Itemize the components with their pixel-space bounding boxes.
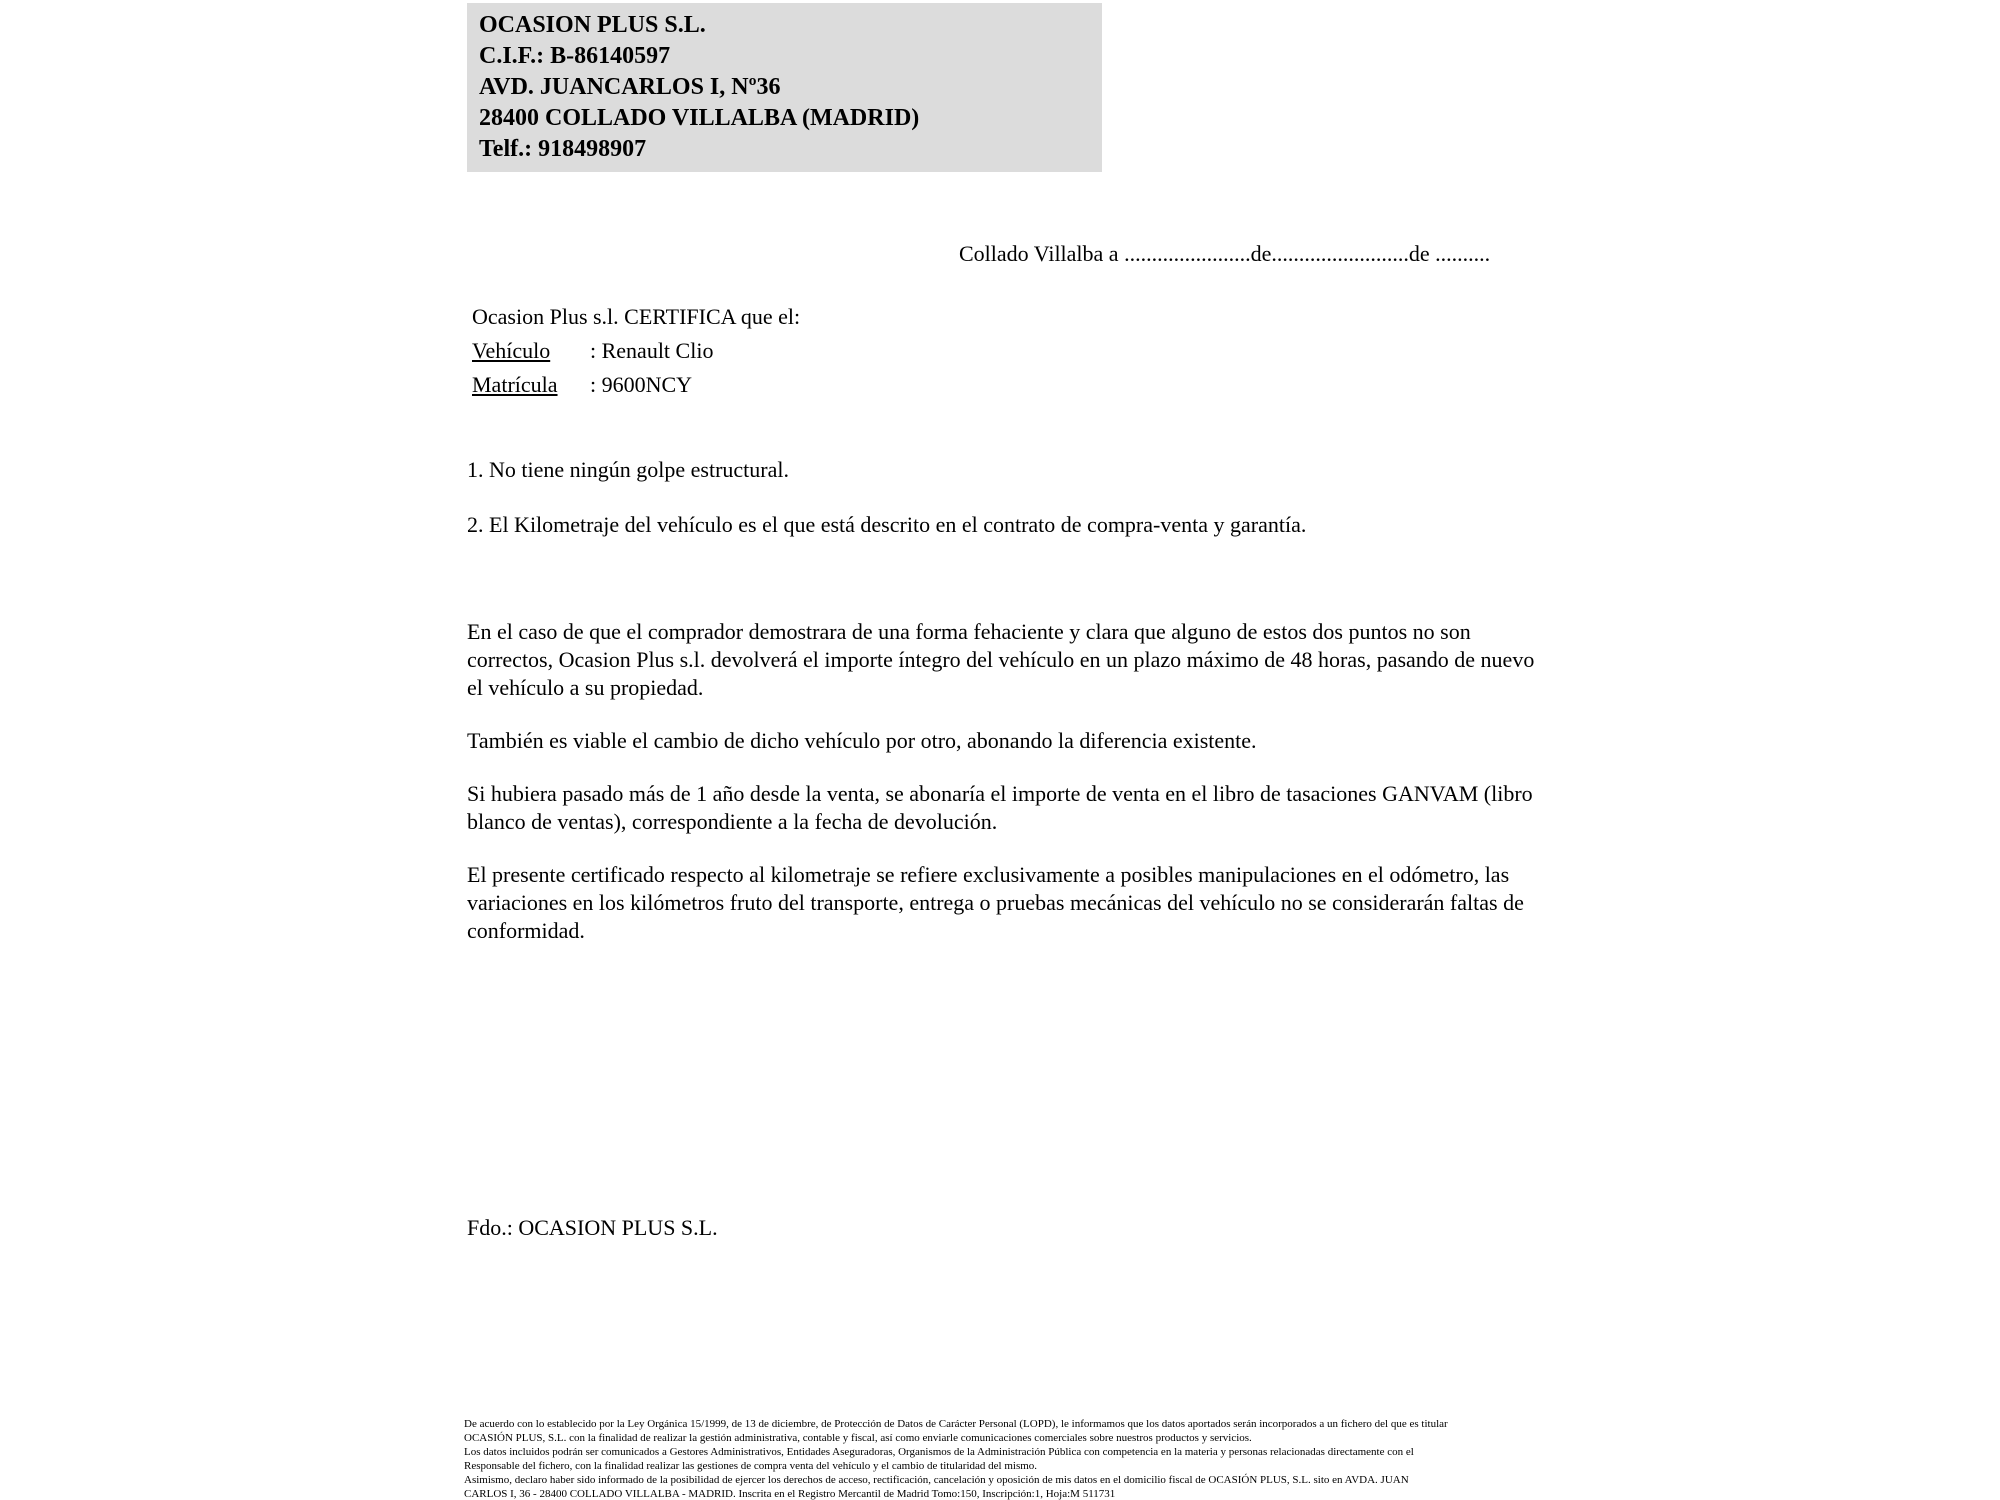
company-name: OCASION PLUS S.L. xyxy=(479,12,706,38)
legal-footer-line: Los datos incluidos podrán ser comunicados a Gestores Administrativos, Entidades Aseguradoras, Organismos de la Administración Pública con competencia en la materia y personas relacionadas directamente con el xyxy=(464,1446,1414,1458)
legal-footer-line: OCASIÓN PLUS, S.L. con la finalidad de realizar la gestión administrativa, contable y fiscal, así como enviarle comunicaciones comerciales sobre nuestros productos y servicios. xyxy=(464,1432,1252,1444)
vehicle-row xyxy=(472,334,800,368)
legal-footer xyxy=(464,1417,1914,1500)
date-fill-in-line: Collado Villalba a .......................de.........................de .......... xyxy=(959,241,1491,266)
paragraph-odometer-clause: El presente certificado respecto al kilometraje se refiere exclusivamente a posibles manipulaciones en el odómetro, las variaciones en los kilómetros fruto del transporte, entrega o pruebas mecánicas del vehículo no se considerarán faltas de conformidad. xyxy=(467,862,1524,943)
legal-footer-line: CARLOS I, 36 - 28400 COLLADO VILLALBA - MADRID. Inscrita en el Registro Mercantil de Madrid Tomo:150, Inscripción:1, Hoja:M 511731 xyxy=(464,1488,1116,1500)
company-city: 28400 COLLADO VILLALBA (MADRID) xyxy=(479,105,920,131)
legal-footer-line: De acuerdo con lo establecido por la Ley Orgánica 15/1999, de 13 de diciembre, de Protección de Datos de Carácter Personal (LOPD), le informamos que los datos aportados serán incorporados a un fichero del que es titular xyxy=(464,1418,1448,1430)
certify-block xyxy=(472,300,800,402)
statement-2: 2. El Kilometraje del vehículo es el que está descrito en el contrato de compra-venta y garantía. xyxy=(467,512,1307,537)
paragraph-refund-clause: En el caso de que el comprador demostrara de una forma fehaciente y clara que alguno de estos dos puntos no son correctos, Ocasion Plus s.l. devolverá el importe íntegro del vehículo en un plazo máximo de 48 horas, pasando de nuevo el vehículo a su propiedad. xyxy=(467,619,1535,700)
company-address: AVD. JUANCARLOS I, Nº36 xyxy=(479,74,781,100)
vehicle-label: Vehículo xyxy=(472,338,551,363)
statement-1: 1. No tiene ningún golpe estructural. xyxy=(467,457,789,482)
plate-value: : 9600NCY xyxy=(590,372,693,397)
signature-line: Fdo.: OCASION PLUS S.L. xyxy=(467,1215,718,1240)
plate-row xyxy=(472,368,800,402)
vehicle-label-column xyxy=(472,334,590,368)
paragraph-exchange-clause: También es viable el cambio de dicho vehículo por otro, abonando la diferencia existente. xyxy=(467,728,1257,753)
company-cif: C.I.F.: B-86140597 xyxy=(479,43,671,69)
legal-footer-line: Responsable del fichero, con la finalidad realizar las gestiones de compra venta del vehículo y el cambio de titularidad del mismo. xyxy=(464,1460,1038,1472)
certify-intro: Ocasion Plus s.l. CERTIFICA que el: xyxy=(472,304,801,329)
paragraph-ganvam-clause: Si hubiera pasado más de 1 año desde la venta, se abonaría el importe de venta en el libro de tasaciones GANVAM (libro blanco de ventas), correspondiente a la fecha de devolución. xyxy=(467,781,1533,834)
company-header-box xyxy=(467,3,1102,172)
body-paragraphs xyxy=(467,618,1547,970)
company-phone: Telf.: 918498907 xyxy=(479,136,647,162)
plate-label: Matrícula xyxy=(472,372,558,397)
vehicle-value: : Renault Clio xyxy=(590,338,714,363)
plate-label-column xyxy=(472,368,590,402)
legal-footer-line: Asimismo, declaro haber sido informado de la posibilidad de ejercer los derechos de acceso, rectificación, cancelación y oposición de mis datos en el domicilio fiscal de OCASIÓN PLUS, S.L. sito en AVDA. JUAN xyxy=(464,1474,1409,1486)
